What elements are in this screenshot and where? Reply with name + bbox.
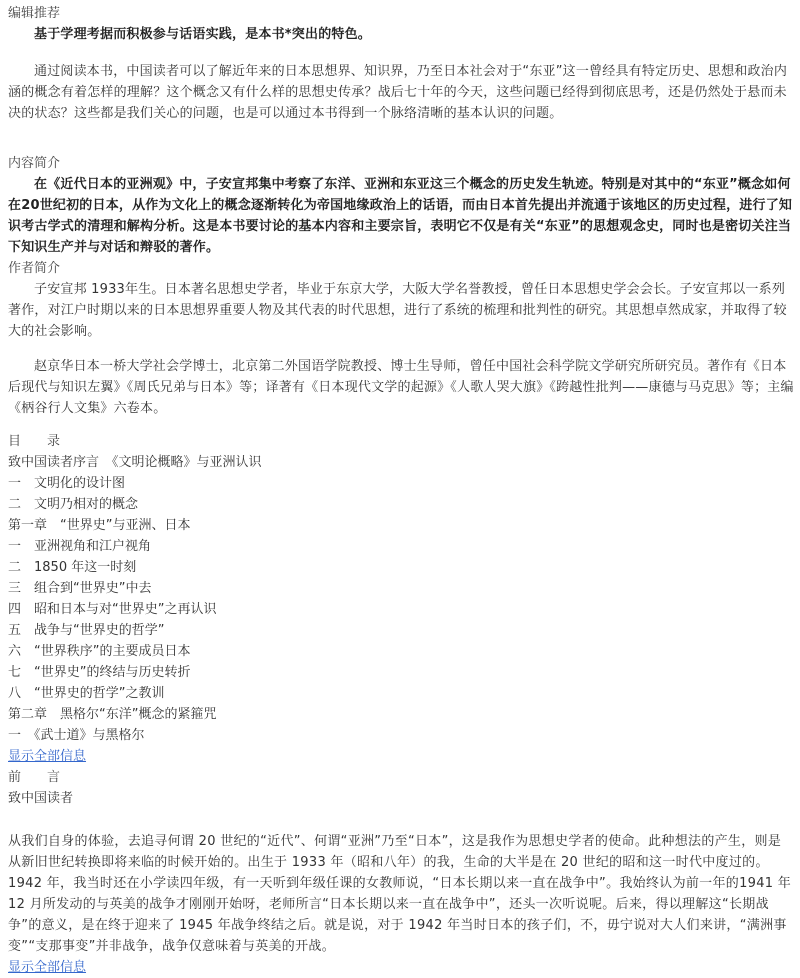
editor-recommend-highlight: 基于学理考据而积极参与话语实践，是本书*突出的特色。 — [34, 27, 371, 42]
author-bio-zhao: 赵京华日本一桥大学社会学博士，北京第二外国语学院教授、博士生导师，曾任中国社会科学院文学研究所研究员。著作有《日本后现代与知识左翼》《周氏兄弟与日本》等；译著有《日本现代文学的起源》《人歌人哭大旗》《跨越性批判——康德与马克思》等；主编《柄谷行人文集》六卷本。 — [8, 359, 794, 416]
toc-show-all-link[interactable]: 显示全部信息 — [8, 749, 87, 764]
preface-subheading: 致中国读者 — [8, 791, 74, 806]
toc-item: 三 组合到“世界史”中去 — [8, 581, 152, 596]
author-bio-koyasu: 子安宣邦 1933年生。日本著名思想史学者，毕业于东京大学，大阪大学名誉教授，曾任日本思想史学会会长。子安宣邦以一系列著作，对江户时期以来的日本思想界重要人物及其代表的时代思想，进行了系统的梳理和批判性的研究。其思想卓然成家，并取得了较大的社会影响。 — [8, 282, 787, 339]
toc-item: 致中国读者序言 《文明论概略》与亚洲认识 — [8, 455, 262, 470]
toc-item: 六 “世界秩序”的主要成员日本 — [8, 644, 191, 659]
summary-heading: 内容简介 — [8, 156, 61, 171]
toc-item: 一 《武士道》与黑格尔 — [8, 728, 145, 743]
preface-show-all-link[interactable]: 显示全部信息 — [8, 960, 87, 975]
toc-item: 第二章 黑格尔“东洋”概念的紧箍咒 — [8, 707, 217, 722]
editor-recommend-heading: 编辑推荐 — [8, 6, 61, 21]
toc-item: 一 文明化的设计图 — [8, 476, 126, 491]
toc-heading: 目 录 — [8, 434, 61, 449]
preface-heading: 前 言 — [8, 770, 61, 785]
toc-item: 二 文明乃相对的概念 — [8, 497, 139, 512]
toc-item: 二 1850 年这一时刻 — [8, 560, 137, 575]
preface-paragraph: 从我们自身的体验，去追寻何谓 20 世纪的“近代”、何谓“亚洲”乃至“日本”，这是我作为思想史学者的使命。此种想法的产生，则是从新旧世纪转换即将来临的时候开始的。出生于 1933 年（昭和八年）的我，生命的大半是在 20 世纪的昭和这一时代中度过的。1942 年，我当时还在小学读四年级，有一天听到年级任课的女教师说，“日本长期以来一直在战争中”。我始终认为前一年的1941 年 12 月所发动的与英美的战争才刚刚开始呀，老师所言“日本长期以来一直在战争中”，还头一次听说呢。后来，得以理解这“长期战争”的意义，是在终于迎来了 1945 年战争终结之后。就是说，对于 1942 年当时日本的孩子们，不，毋宁说对大人们来讲，“满洲事变”“支那事变”并非战争，战争仅意味着与英美的开战。 — [8, 834, 792, 954]
author-heading: 作者简介 — [8, 261, 61, 276]
toc-item: 八 “世界史的哲学”之教训 — [8, 686, 165, 701]
toc-item: 第一章 “世界史”与亚洲、日本 — [8, 518, 191, 533]
toc-item: 五 战争与“世界史的哲学” — [8, 623, 165, 638]
summary-paragraph: 在《近代日本的亚洲观》中，子安宣邦集中考察了东洋、亚洲和东亚这三个概念的历史发生轨迹。特别是对其中的“东亚”概念如何在20世纪初的日本，从作为文化上的概念逐渐转化为帝国地缘政治上的话语，而由日本首先提出并流通于该地区的历史过程，进行了知识考古学式的清理和解构分析。这是本书要讨论的基本内容和主要宗旨，表明它不仅是有关“东亚”的思想观念史，同时也是密切关注当下知识生产并与对话和辩驳的著作。 — [8, 177, 793, 255]
toc-item: 一 亚洲视角和江户视角 — [8, 539, 152, 554]
editor-recommend-paragraph: 通过阅读本书，中国读者可以了解近年来的日本思想界、知识界，乃至日本社会对于“东亚”这一曾经具有特定历史、思想和政治内涵的概念有着怎样的理解？这个概念又有什么样的思想史传承？战后七十年的今天，这些问题已经得到彻底思考，还是仍然处于悬而未决的状态？这些都是我们关心的问题，也是可以通过本书得到一个脉络清晰的基本认识的问题。 — [8, 64, 788, 121]
toc-item: 四 昭和日本与对“世界史”之再认识 — [8, 602, 217, 617]
toc-item: 七 “世界史”的终结与历史转折 — [8, 665, 191, 680]
